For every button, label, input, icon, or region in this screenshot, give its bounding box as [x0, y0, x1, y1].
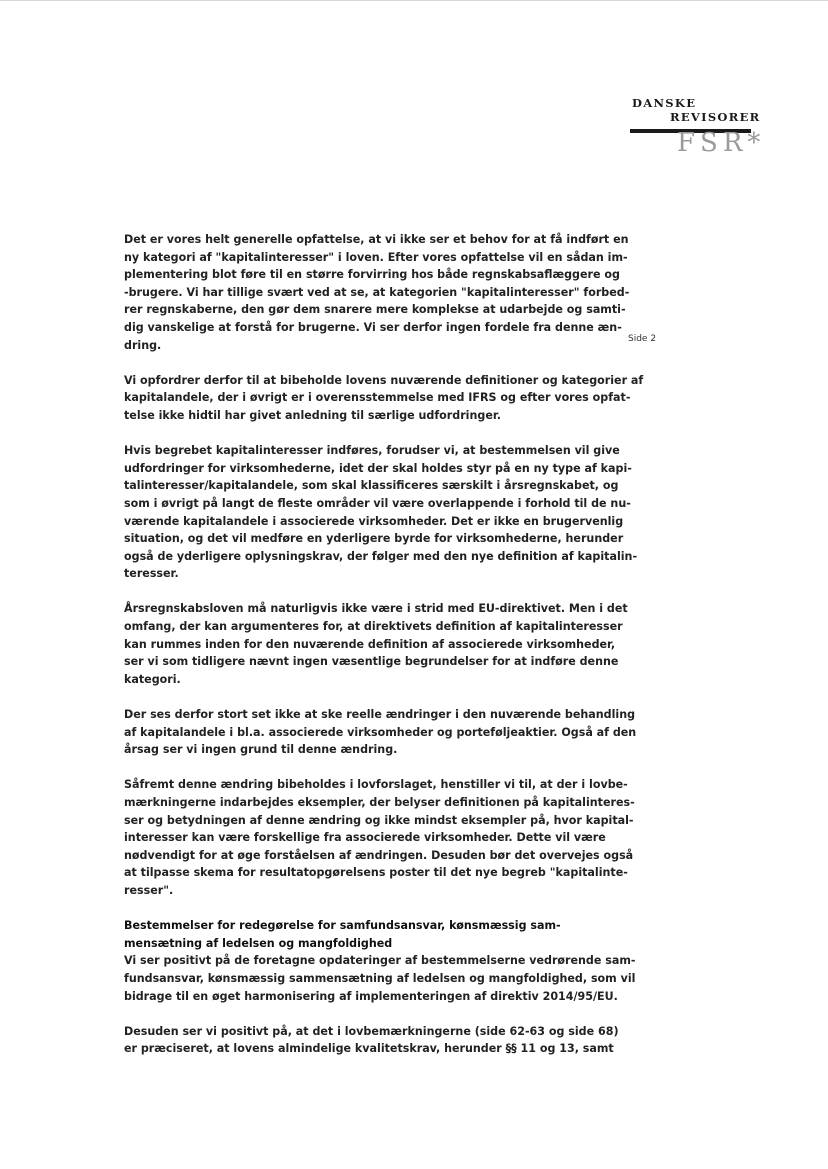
paragraph-gap: [124, 688, 594, 706]
text-line: interesser kan være forskellige fra associerede virksomheder. Dette vil være: [124, 831, 606, 845]
text-line: fundsansvar, kønsmæssig sammensætning af ledelsen og mangfoldighed, som vil: [124, 971, 636, 985]
paragraph-gap: [124, 425, 594, 443]
section-heading: Bestemmelser for redegørelse for samfundsansvar, kønsmæssig sam-: [124, 919, 561, 933]
text-line: teresser.: [124, 567, 179, 581]
text-line: situation, og det vil medføre en yderligere byrde for virksomhederne, herunder: [124, 532, 624, 546]
text-line: kan rummes inden for den nuværende definition af associerede virksomheder,: [124, 637, 616, 651]
text-line: ser vi som tidligere nævnt ingen væsentlige begrundelser for at indføre denne: [124, 655, 619, 669]
text-line: bidrage til en øget harmonisering af implementeringen af direktiv 2014/95/EU.: [124, 989, 618, 1003]
paragraph-2: [124, 372, 644, 425]
text-line: resser".: [124, 883, 174, 897]
text-line: som i øvrigt på langt de fleste områder vil være overlappende i forhold til de nu-: [124, 496, 631, 510]
text-line: er præciseret, at lovens almindelige kvalitetskrav, herunder §§ 11 og 13, samt: [124, 1042, 614, 1056]
text-line: ny kategori af "kapitalinteresser" i loven. Efter vores opfattelse vil en sådan im-: [124, 250, 628, 264]
text-line: telse ikke hidtil har givet anledning til særlige udfordringer.: [124, 408, 501, 422]
text-line: ser og betydningen af denne ændring og ikke mindst eksempler på, hvor kapital-: [124, 813, 634, 827]
text-line: Vi ser positivt på de foretagne opdateringer af bestemmelserne vedrørende sam-: [124, 954, 636, 968]
text-line: Det er vores helt generelle opfattelse, at vi ikke ser et behov for at få indført en: [124, 233, 629, 246]
text-line: værende kapitalandele i associerede virksomheder. Det er ikke en brugervenlig: [124, 514, 624, 528]
logo-text-danske: DANSKE: [632, 96, 697, 110]
text-line: Desuden ser vi positivt på, at det i lovbemærkningerne (side 62-63 og side 68): [124, 1024, 619, 1038]
text-line: -brugere. Vi har tillige svært ved at se, at kategorien "kapitalinteresser" forbed-: [124, 285, 630, 299]
paragraph-3: [124, 442, 638, 583]
text-line: kapitalandele, der i øvrigt er i overensstemmelse med IFRS og efter vores opfat-: [124, 391, 631, 405]
logo-text-revisorer: REVISORER: [670, 110, 761, 124]
paragraph-gap: [124, 354, 594, 372]
section-csr: [124, 917, 636, 1005]
paragraph-gap: [124, 759, 594, 777]
text-line: dig vanskelige at forstå for brugerne. Vi ser derfor ingen fordele fra denne æn-: [124, 320, 622, 334]
text-line: mærkningerne indarbejdes eksempler, der belyser definitionen på kapitalinteres-: [124, 796, 635, 809]
text-line: årsag ser vi ingen grund til denne ændring.: [124, 743, 398, 757]
text-line: Vi opfordrer derfor til at bibeholde lovens nuværende definitioner og kategorier af: [124, 373, 644, 387]
page-top-edge: [0, 0, 828, 1]
paragraph-6: [124, 776, 635, 899]
logo-mark-fsr: FSR*: [677, 128, 766, 158]
text-line: kategori.: [124, 672, 181, 686]
text-line: Årsregnskabsloven må naturligvis ikke være i strid med EU-direktivet. Men i det: [124, 602, 628, 616]
text-line: også de yderligere oplysningskrav, der følger med den nye definition af kapitalin-: [124, 549, 638, 563]
text-line: Hvis begrebet kapitalinteresser indføres, forudser vi, at bestemmelsen vil give: [124, 444, 620, 458]
text-line: Der ses derfor stort set ikke at ske reelle ændringer i den nuværende behandling: [124, 708, 636, 722]
text-line: Såfremt denne ændring bibeholdes i lovforslaget, henstiller vi til, at der i lovbe-: [124, 778, 628, 792]
text-line: plementering blot føre til en større forvirring hos både regnskabsaflæggere og: [124, 268, 620, 282]
page-number: Side 2: [628, 334, 657, 344]
section-heading: mensætning af ledelsen og mangfoldighed: [124, 936, 393, 950]
paragraph-gap: [124, 900, 594, 918]
text-line: udfordringer for virksomhederne, idet der skal holdes styr på en ny type af kapi-: [124, 461, 632, 475]
paragraph-closing: [124, 1023, 619, 1058]
text-line: at tilpasse skema for resultatopgørelsens poster til det nye begreb "kapitalinte-: [124, 866, 628, 880]
text-line: talinteresser/kapitalandele, som skal klassificeres særskilt i årsregnskabet, og: [124, 479, 619, 493]
paragraph-gap: [124, 583, 594, 601]
paragraph-5: [124, 706, 637, 759]
paragraph-4: [124, 600, 628, 688]
text-line: rer regnskaberne, den gør dem snarere mere komplekse at udarbejde og samti-: [124, 303, 626, 317]
fsr-logo: [628, 96, 766, 166]
text-line: dring.: [124, 338, 162, 352]
text-line: af kapitalandele i bl.a. associerede virksomheder og porteføljeaktier. Også af den: [124, 725, 637, 739]
text-line: omfang, der kan argumenteres for, at direktivets definition af kapitalinteresser: [124, 620, 623, 634]
text-line: nødvendigt for at øge forståelsen af ændringen. Desuden bør det overvejes også: [124, 848, 634, 862]
paragraph-gap: [124, 1005, 594, 1023]
paragraph-1: [124, 231, 630, 354]
